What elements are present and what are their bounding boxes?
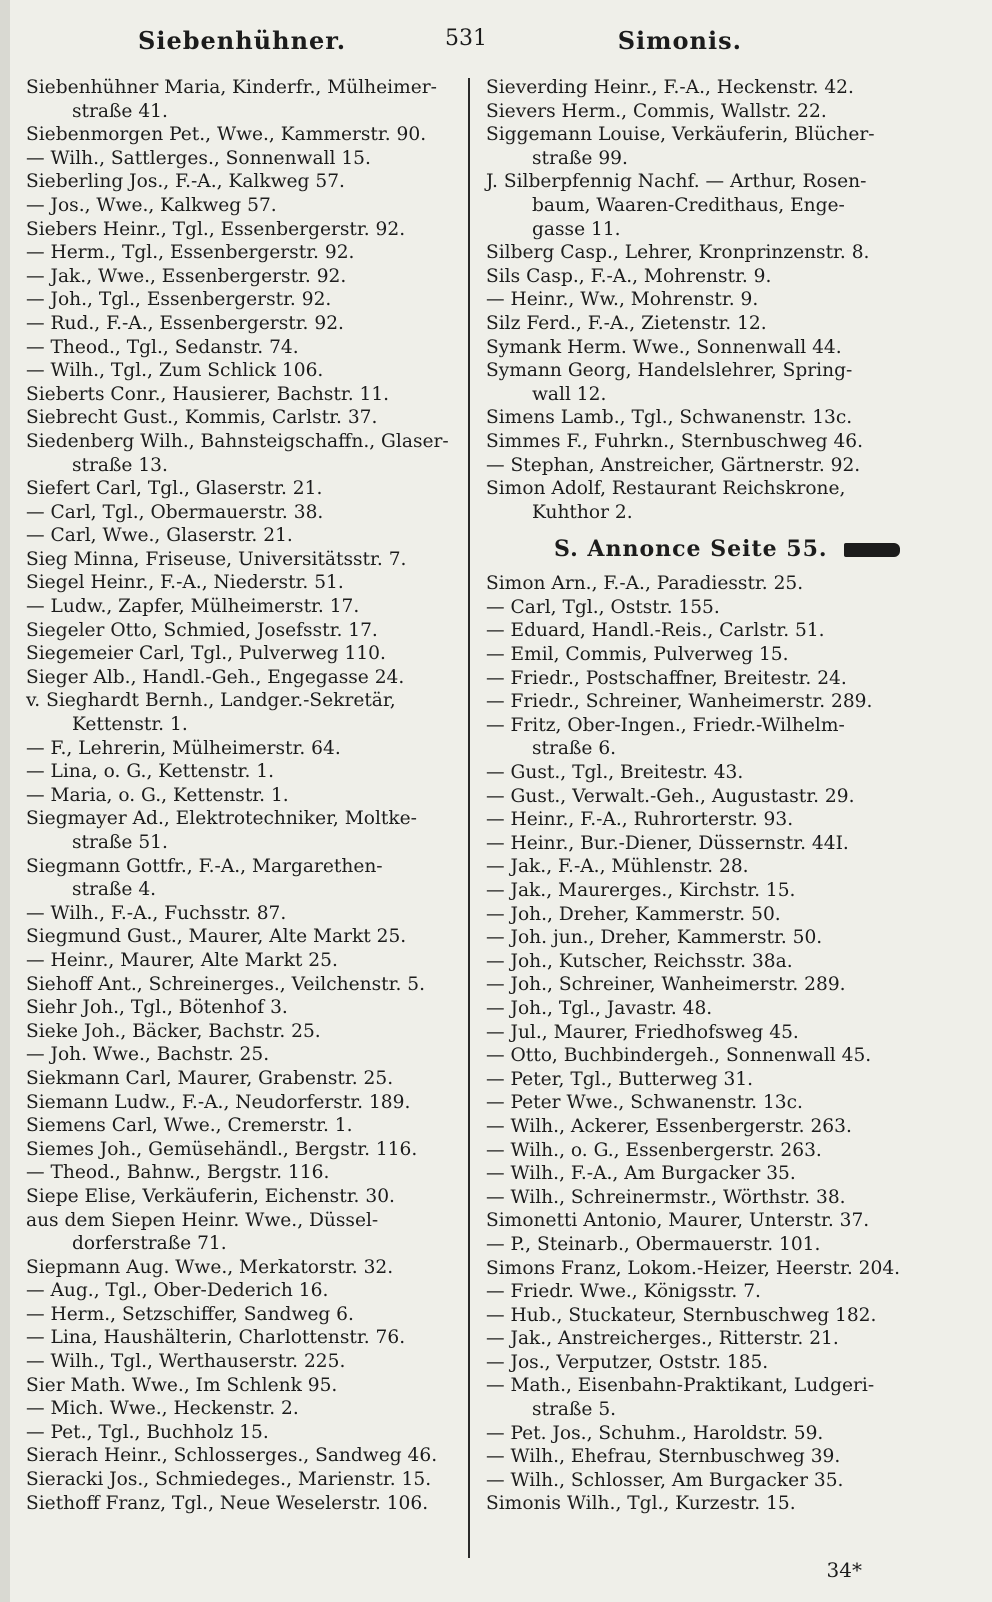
directory-entry	[486, 973, 956, 997]
entry-line: Siebrecht Gust., Kommis, Carlstr. 37.	[26, 407, 378, 429]
directory-entry	[486, 808, 956, 832]
entry-continuation: straße 5.	[532, 1399, 617, 1421]
entry-line: — Lina, o. G., Kettenstr. 1.	[26, 761, 275, 783]
directory-entry	[26, 383, 464, 407]
directory-entry	[486, 1422, 956, 1446]
entry-continuation: dorferstraße 71.	[72, 1233, 227, 1255]
entry-line: — Peter, Tgl., Butterweg 31.	[486, 1068, 754, 1090]
entry-line: — Joh., Dreher, Kammerstr. 50.	[486, 903, 781, 925]
entry-line: — Friedr., Postschaffner, Breitestr. 24.	[486, 667, 847, 689]
directory-entry	[486, 430, 956, 454]
directory-entry	[26, 1468, 464, 1492]
entry-line: — Wilh., Tgl., Zum Schlick 106.	[26, 360, 324, 382]
directory-entry	[486, 667, 956, 691]
pointing-hand-icon	[844, 543, 900, 557]
right-column-bottom-entries	[486, 572, 956, 1516]
entry-line: — Peter Wwe., Schwanenstr. 13c.	[486, 1092, 803, 1114]
directory-entry	[486, 1304, 956, 1328]
directory-entry	[486, 1162, 956, 1186]
entry-line: — Eduard, Handl.-Reis., Carlstr. 51.	[486, 620, 825, 642]
entry-line: — Jak., Wwe., Essenbergerstr. 92.	[26, 265, 347, 287]
directory-entry	[486, 832, 956, 856]
entry-line: Siegeler Otto, Schmied, Josefsstr. 17.	[26, 619, 378, 641]
entry-line: Simens Lamb., Tgl., Schwanenstr. 13c.	[486, 407, 853, 429]
entry-line: Simmes F., Fuhrkn., Sternbuschweg 46.	[486, 430, 864, 452]
entry-line: — Heinr., Ww., Mohrenstr. 9.	[486, 289, 759, 311]
directory-entry	[486, 1233, 956, 1257]
entry-line: — Wilh., F.-A., Am Burgacker 35.	[486, 1163, 796, 1185]
entry-line: — Wilh., Sattlerges., Sonnenwall 15.	[26, 147, 371, 169]
directory-entry	[26, 1303, 464, 1327]
entry-line: — Joh., Tgl., Javastr. 48.	[486, 997, 713, 1019]
directory-entry	[26, 1185, 464, 1209]
entry-line: Siegmayer Ad., Elektrotechniker, Moltke-	[26, 808, 417, 830]
entry-line: Sils Casp., F.-A., Mohrenstr. 9.	[486, 265, 772, 287]
directory-entry	[26, 123, 464, 147]
entry-line: — Wilh., o. G., Essenbergerstr. 263.	[486, 1139, 822, 1161]
directory-entry	[486, 1351, 956, 1375]
entry-line: — Jak., Anstreicherges., Ritterstr. 21.	[486, 1328, 839, 1350]
entry-line: — P., Steinarb., Obermauerstr. 101.	[486, 1233, 821, 1255]
entry-line: Simonis Wilh., Tgl., Kurzestr. 15.	[486, 1493, 796, 1515]
directory-entry	[486, 288, 956, 312]
directory-entry	[486, 406, 956, 430]
entry-line: — Heinr., F.-A., Ruhrorterstr. 93.	[486, 809, 794, 831]
directory-entry	[486, 1469, 956, 1493]
directory-entry	[26, 996, 464, 1020]
directory-entry	[486, 596, 956, 620]
entry-line: — Theod., Tgl., Sedanstr. 74.	[26, 336, 299, 358]
entry-line: — Friedr., Schreiner, Wanheimerstr. 289.	[486, 691, 873, 713]
entry-line: — Friedr. Wwe., Königsstr. 7.	[486, 1281, 761, 1303]
entry-line: — Math., Eisenbahn-Praktikant, Ludgeri-	[486, 1375, 875, 1397]
entry-continuation: wall 12.	[532, 383, 607, 405]
column-divider	[468, 78, 470, 1558]
entry-line: Sieracki Jos., Schmiedeges., Marienstr. 15.	[26, 1469, 432, 1491]
entry-line: — Wilh., Ackerer, Essenbergerstr. 263.	[486, 1115, 852, 1137]
directory-entry	[26, 1067, 464, 1091]
directory-entry	[26, 925, 464, 949]
directory-entry	[26, 147, 464, 171]
page-header	[20, 26, 972, 60]
header-left-keyword: Siebenhühner.	[138, 26, 347, 55]
entry-line: — Heinr., Maurer, Alte Markt 25.	[26, 949, 338, 971]
entry-line: Siemes Joh., Gemüsehändl., Bergstr. 116.	[26, 1138, 418, 1160]
directory-entry	[486, 1327, 956, 1351]
entry-line: Siepe Elise, Verkäuferin, Eichenstr. 30.	[26, 1185, 395, 1207]
entry-line: — Rud., F.-A., Essenbergerstr. 92.	[26, 312, 344, 334]
entry-line: Silz Ferd., F.-A., Zietenstr. 12.	[486, 312, 767, 334]
directory-entry	[26, 1421, 464, 1445]
entry-line: — Ludw., Zapfer, Mülheimerstr. 17.	[26, 596, 360, 618]
directory-entry	[26, 218, 464, 242]
directory-entry	[26, 855, 464, 902]
directory-entry	[26, 477, 464, 501]
directory-entry	[26, 642, 464, 666]
directory-entry	[486, 903, 956, 927]
directory-entry	[26, 689, 464, 736]
entry-line: Sieverding Heinr., F.-A., Heckenstr. 42.	[486, 77, 854, 98]
entry-line: Sieger Alb., Handl.-Geh., Engegasse 24.	[26, 666, 405, 688]
directory-entry	[26, 1492, 464, 1516]
entry-line: Siethoff Franz, Tgl., Neue Weselerstr. 106.	[26, 1492, 429, 1514]
entry-line: — Emil, Commis, Pulverweg 15.	[486, 644, 789, 666]
directory-entry	[486, 1492, 956, 1516]
directory-entry	[26, 1350, 464, 1374]
directory-entry	[26, 312, 464, 336]
entry-continuation: straße 41.	[72, 100, 168, 122]
entry-line: Symann Georg, Handelslehrer, Spring-	[486, 360, 853, 382]
directory-entry	[26, 1397, 464, 1421]
directory-entry	[486, 1186, 956, 1210]
entry-line: Sievers Herm., Commis, Wallstr. 22.	[486, 100, 827, 122]
right-column-top-entries	[486, 76, 956, 524]
directory-entry	[486, 879, 956, 903]
directory-entry	[26, 548, 464, 572]
entry-line: Sieg Minna, Friseuse, Universitätsstr. 7.	[26, 548, 407, 570]
left-column	[26, 76, 464, 1515]
entry-line: Simon Arn., F.-A., Paradiesstr. 25.	[486, 573, 804, 595]
directory-entry	[486, 1044, 956, 1068]
directory-entry	[26, 737, 464, 761]
entry-line: — Herm., Tgl., Essenbergerstr. 92.	[26, 242, 355, 264]
entry-continuation: straße 6.	[532, 738, 617, 760]
entry-line: — Jos., Wwe., Kalkweg 57.	[26, 194, 277, 216]
directory-entry	[26, 666, 464, 690]
directory-entry	[26, 1114, 464, 1138]
entry-continuation: Kuhthor 2.	[532, 501, 633, 523]
entry-line: — Carl, Tgl., Oststr. 155.	[486, 596, 720, 618]
directory-entry	[26, 1444, 464, 1468]
entry-line: — Jul., Maurer, Friedhofsweg 45.	[486, 1021, 799, 1043]
directory-entry	[26, 336, 464, 360]
entry-line: — Hub., Stuckateur, Sternbuschweg 182.	[486, 1304, 877, 1326]
entry-line: v. Sieghardt Bernh., Landger.-Sekretär,	[26, 690, 396, 712]
directory-entry	[26, 170, 464, 194]
directory-entry	[26, 571, 464, 595]
entry-line: — Pet. Jos., Schuhm., Haroldstr. 59.	[486, 1422, 824, 1444]
entry-line: — Joh., Kutscher, Reichsstr. 38a.	[486, 950, 793, 972]
entry-line: — Mich. Wwe., Heckenstr. 2.	[26, 1398, 299, 1420]
entry-line: — Heinr., Bur.-Diener, Düssernstr. 44I.	[486, 832, 849, 854]
directory-entry	[26, 784, 464, 808]
annonce-note-text: S. Annonce Seite 55.	[554, 536, 828, 563]
directory-entry	[486, 1257, 956, 1281]
entry-line: — Wilh., Schreinermstr., Wörthstr. 38.	[486, 1186, 846, 1208]
directory-entry	[486, 619, 956, 643]
entry-continuation: straße 13.	[72, 454, 168, 476]
directory-entry	[486, 312, 956, 336]
directory-entry	[486, 643, 956, 667]
directory-entry	[486, 761, 956, 785]
directory-entry	[486, 454, 956, 478]
entry-line: — Jos., Verputzer, Oststr. 185.	[486, 1351, 769, 1373]
directory-entry	[26, 973, 464, 997]
signature-mark: 34*	[826, 1558, 862, 1582]
directory-entry	[26, 595, 464, 619]
entry-line: Sier Math. Wwe., Im Schlenk 95.	[26, 1374, 338, 1396]
entry-line: — Carl, Wwe., Glaserstr. 21.	[26, 525, 293, 547]
header-right-keyword: Simonis.	[617, 26, 742, 55]
directory-entry	[486, 1445, 956, 1469]
directory-entry	[26, 1374, 464, 1398]
directory-entry	[486, 1115, 956, 1139]
entry-line: Simons Franz, Lokom.-Heizer, Heerstr. 204.	[486, 1257, 901, 1279]
entry-line: Siemens Carl, Wwe., Cremerstr. 1.	[26, 1115, 353, 1137]
directory-entry	[486, 123, 956, 170]
directory-entry	[486, 477, 956, 524]
entry-line: Simon Adolf, Restaurant Reichskrone,	[486, 478, 846, 500]
entry-line: Siehr Joh., Tgl., Bötenhof 3.	[26, 997, 288, 1019]
directory-entry	[486, 997, 956, 1021]
directory-entry	[486, 1021, 956, 1045]
directory-entry	[26, 1209, 464, 1256]
directory-entry	[486, 1374, 956, 1421]
entry-continuation: straße 51.	[72, 832, 168, 853]
directory-entry	[26, 807, 464, 854]
right-column	[486, 76, 956, 1516]
entry-line: — Jak., F.-A., Mühlenstr. 28.	[486, 856, 749, 878]
entry-line: Sieke Joh., Bäcker, Bachstr. 25.	[26, 1020, 321, 1042]
directory-entry	[486, 76, 956, 100]
entry-line: — Herm., Setzschiffer, Sandweg 6.	[26, 1303, 354, 1325]
directory-entry	[26, 760, 464, 784]
entry-line: — Aug., Tgl., Ober-Dederich 16.	[26, 1280, 329, 1302]
directory-entry	[486, 265, 956, 289]
directory-entry	[26, 1256, 464, 1280]
directory-entry	[26, 265, 464, 289]
entry-line: Siegel Heinr., F.-A., Niederstr. 51.	[26, 572, 344, 594]
entry-line: Siefert Carl, Tgl., Glaserstr. 21.	[26, 478, 323, 500]
entry-line: — Joh., Tgl., Essenbergerstr. 92.	[26, 289, 332, 311]
directory-entry	[486, 714, 956, 761]
entry-continuation: straße 4.	[72, 879, 157, 901]
entry-line: — Fritz, Ober-Ingen., Friedr.-Wilhelm-	[486, 714, 845, 736]
directory-entry	[486, 170, 956, 241]
directory-entry	[26, 619, 464, 643]
entry-line: — Wilh., Ehefrau, Sternbuschweg 39.	[486, 1446, 841, 1468]
directory-entry	[486, 926, 956, 950]
directory-entry	[26, 1091, 464, 1115]
directory-entry	[26, 288, 464, 312]
entry-line: Siegmund Gust., Maurer, Alte Markt 25.	[26, 926, 407, 948]
directory-entry	[486, 1280, 956, 1304]
entry-line: — Joh., Schreiner, Wanheimerstr. 289.	[486, 974, 846, 996]
entry-line: Siepmann Aug. Wwe., Merkatorstr. 32.	[26, 1256, 394, 1278]
directory-entry	[486, 855, 956, 879]
directory-entry	[486, 1068, 956, 1092]
entry-line: Siebenmorgen Pet., Wwe., Kammerstr. 90.	[26, 124, 427, 146]
directory-entry	[486, 359, 956, 406]
entry-line: — Gust., Tgl., Breitestr. 43.	[486, 762, 744, 784]
entry-line: — Gust., Verwalt.-Geh., Augustastr. 29.	[486, 785, 855, 807]
directory-entry	[26, 1043, 464, 1067]
entry-continuation: baum, Waaren-Credithaus, Enge-	[532, 194, 845, 216]
entry-line: Siekmann Carl, Maurer, Grabenstr. 25.	[26, 1067, 394, 1089]
entry-continuation: straße 99.	[532, 147, 628, 169]
directory-entry	[26, 1161, 464, 1185]
entry-continuation: Kettenstr. 1.	[72, 714, 188, 736]
entry-line: aus dem Siepen Heinr. Wwe., Düssel-	[26, 1209, 379, 1231]
entry-line: Simonetti Antonio, Maurer, Unterstr. 37.	[486, 1210, 870, 1232]
entry-line: — Jak., Maurerges., Kirchstr. 15.	[486, 880, 796, 901]
entry-line: — Theod., Bahnw., Bergstr. 116.	[26, 1162, 330, 1184]
entry-line: — Pet., Tgl., Buchholz 15.	[26, 1421, 269, 1443]
directory-entry	[26, 949, 464, 973]
entry-line: Siegemeier Carl, Tgl., Pulverweg 110.	[26, 643, 386, 665]
directory-entry	[26, 1326, 464, 1350]
directory-entry	[26, 76, 464, 123]
directory-entry	[26, 406, 464, 430]
directory-entry	[486, 1139, 956, 1163]
annonce-note	[486, 524, 956, 572]
entry-line: — Wilh., Tgl., Werthauserstr. 225.	[26, 1351, 346, 1373]
directory-entry	[26, 430, 464, 477]
directory-entry	[26, 359, 464, 383]
page-number: 531	[445, 26, 487, 51]
directory-entry	[486, 1091, 956, 1115]
entry-line: Siebenhühner Maria, Kinderfr., Mülheimer-	[26, 77, 437, 98]
directory-entry	[26, 1020, 464, 1044]
entry-line: — F., Lehrerin, Mülheimerstr. 64.	[26, 737, 341, 759]
entry-line: — Maria, o. G., Kettenstr. 1.	[26, 784, 289, 806]
directory-entry	[486, 950, 956, 974]
directory-entry	[26, 241, 464, 265]
entry-line: Silberg Casp., Lehrer, Kronprinzenstr. 8.	[486, 242, 870, 264]
entry-line: — Wilh., Schlosser, Am Burgacker 35.	[486, 1469, 844, 1491]
entry-line: J. Silberpfennig Nachf. — Arthur, Rosen-	[486, 171, 867, 193]
entry-line: — Stephan, Anstreicher, Gärtnerstr. 92.	[486, 454, 861, 476]
directory-entry	[486, 785, 956, 809]
directory-entry	[26, 902, 464, 926]
directory-entry	[486, 241, 956, 265]
entry-line: — Wilh., F.-A., Fuchsstr. 87.	[26, 902, 287, 924]
directory-entry	[486, 100, 956, 124]
directory-entry	[486, 1209, 956, 1233]
entry-line: — Lina, Haushälterin, Charlottenstr. 76.	[26, 1327, 406, 1349]
directory-entry	[26, 1279, 464, 1303]
entry-line: Sieberts Conr., Hausierer, Bachstr. 11.	[26, 383, 390, 405]
directory-entry	[486, 572, 956, 596]
entry-line: — Otto, Buchbindergeh., Sonnenwall 45.	[486, 1045, 872, 1067]
entry-line: Sieberling Jos., F.-A., Kalkweg 57.	[26, 171, 345, 193]
entry-line: — Carl, Tgl., Obermauerstr. 38.	[26, 501, 324, 523]
entry-line: — Joh. Wwe., Bachstr. 25.	[26, 1044, 270, 1066]
directory-entry	[486, 336, 956, 360]
entry-line: Siegmann Gottfr., F.-A., Margarethen-	[26, 855, 383, 877]
directory-entry	[26, 501, 464, 525]
entry-line: Siggemann Louise, Verkäuferin, Blücher-	[486, 124, 875, 146]
entry-line: Siebers Heinr., Tgl., Essenbergerstr. 92.	[26, 218, 406, 240]
entry-line: Siemann Ludw., F.-A., Neudorferstr. 189.	[26, 1091, 411, 1113]
page-gutter	[0, 0, 10, 1602]
entry-continuation: gasse 11.	[532, 218, 621, 240]
directory-entry	[26, 1138, 464, 1162]
entry-line: Siehoff Ant., Schreinerges., Veilchenstr. 5.	[26, 973, 426, 995]
directory-entry	[486, 690, 956, 714]
directory-entry	[26, 524, 464, 548]
entry-line: Siedenberg Wilh., Bahnsteigschaffn., Glaser-	[26, 430, 449, 452]
entry-line: Sierach Heinr., Schlosserges., Sandweg 46.	[26, 1445, 438, 1467]
entry-line: Symank Herm. Wwe., Sonnenwall 44.	[486, 336, 842, 358]
entry-line: — Joh. jun., Dreher, Kammerstr. 50.	[486, 927, 823, 949]
directory-entry	[26, 194, 464, 218]
